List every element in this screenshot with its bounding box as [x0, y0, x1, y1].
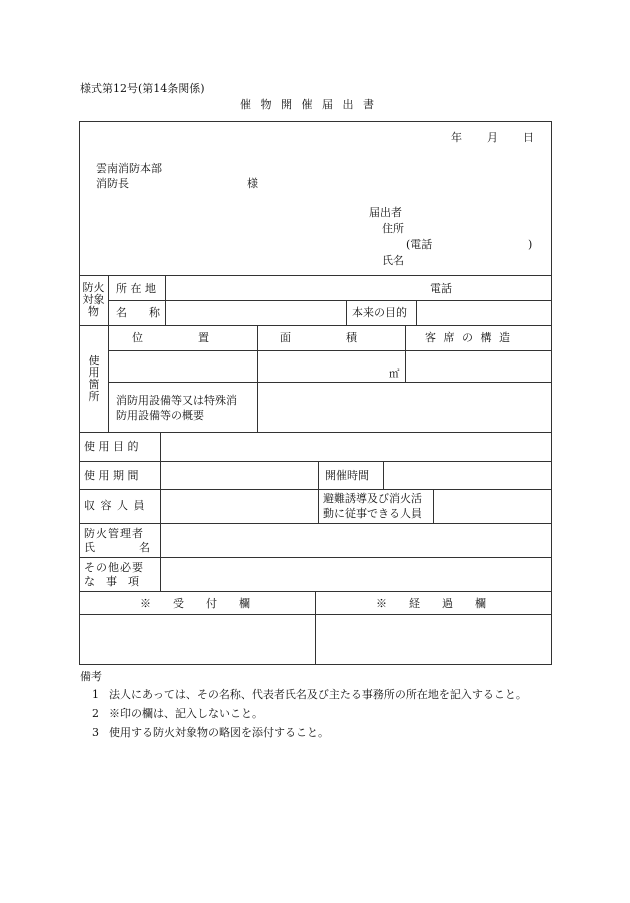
evacuation-label-line2: 動に従事できる人員 [323, 507, 422, 520]
rule [405, 325, 406, 382]
usage-location-group-label: 使用箇所 [88, 354, 100, 403]
reception-column-header: ※ 受 付 欄 [140, 597, 250, 610]
other-items-label-line2: な 事 項 [84, 575, 139, 588]
target-name-label: 名 称 [116, 306, 160, 319]
position-header: 位 置 [132, 331, 209, 344]
date-day-label: 日 [523, 131, 534, 144]
equipment-label-line1: 消防用設備等又は特殊消 [116, 394, 237, 407]
honorific: 様 [247, 177, 258, 190]
equipment-label-line2: 防用設備等の概要 [116, 409, 204, 422]
rule [257, 325, 258, 432]
rule [79, 489, 552, 490]
fire-manager-label-line1: 防火管理者 [84, 527, 144, 540]
note-text: ※印の欄は、記入しないこと。 [109, 707, 263, 720]
rule [79, 275, 552, 276]
rule [79, 461, 552, 462]
rule [79, 523, 552, 524]
rule [79, 557, 552, 558]
rule [108, 275, 109, 432]
original-purpose-label: 本来の目的 [352, 306, 407, 319]
rule [165, 275, 166, 325]
rule [108, 350, 552, 351]
phone-close: ) [528, 238, 533, 251]
other-items-label-line1: その他必要 [84, 561, 144, 574]
evacuation-label-line1: 避難誘導及び消火活 [323, 492, 422, 505]
rule [346, 300, 347, 325]
notes-heading: 備考 [80, 670, 102, 683]
usage-purpose-label: 使 用 目 的 [84, 440, 139, 453]
note-number: 1 [92, 688, 99, 701]
rule [108, 300, 552, 301]
rule [79, 325, 552, 326]
form-number: 様式第12号(第14条関係) [80, 82, 205, 95]
table-border-bottom [79, 664, 552, 665]
progress-column-header: ※ 経 過 欄 [376, 597, 486, 610]
table-border-right [551, 121, 552, 665]
rule [383, 461, 384, 489]
fire-manager-label-line2: 氏 名 [84, 541, 150, 554]
document-title: 催 物 開 催 届 出 書 [240, 98, 377, 111]
note-number: 3 [92, 726, 99, 739]
location-label: 所 在 地 [116, 282, 156, 295]
rule [315, 591, 316, 664]
seating-header: 客 席 の 構 造 [425, 331, 512, 344]
date-year-label: 年 [451, 131, 462, 144]
area-header: 面 積 [280, 331, 357, 344]
rule [318, 461, 319, 523]
area-unit: ㎡ [389, 368, 400, 380]
note-text: 使用する防火対象物の略図を添付すること。 [109, 726, 329, 739]
usage-period-label: 使 用 期 間 [84, 469, 139, 482]
event-hours-label: 開催時間 [325, 469, 369, 482]
note-text: 法人にあっては、その名称、代表者氏名及び主たる事務所の所在地を記入すること。 [109, 688, 527, 701]
target-phone-label: 電話 [430, 282, 452, 295]
applicant-label: 届出者 [369, 206, 402, 219]
rule [108, 382, 552, 383]
rule [433, 489, 434, 523]
rule [416, 300, 417, 325]
note-number: 2 [92, 707, 99, 720]
addressee-line1: 雲南消防本部 [96, 162, 162, 175]
date-month-label: 月 [487, 131, 498, 144]
fire-target-group-label: 防火対象物 [82, 281, 105, 318]
addressee-line2: 消防長 [96, 177, 129, 190]
address-label: 住所 [382, 222, 404, 235]
name-label: 氏名 [382, 254, 404, 267]
table-border-left [79, 121, 80, 665]
rule [79, 432, 552, 433]
table-border-top [79, 121, 552, 122]
phone-label: (電話 [406, 238, 433, 251]
capacity-label: 収 容 人 員 [84, 499, 146, 512]
rule [160, 432, 161, 591]
